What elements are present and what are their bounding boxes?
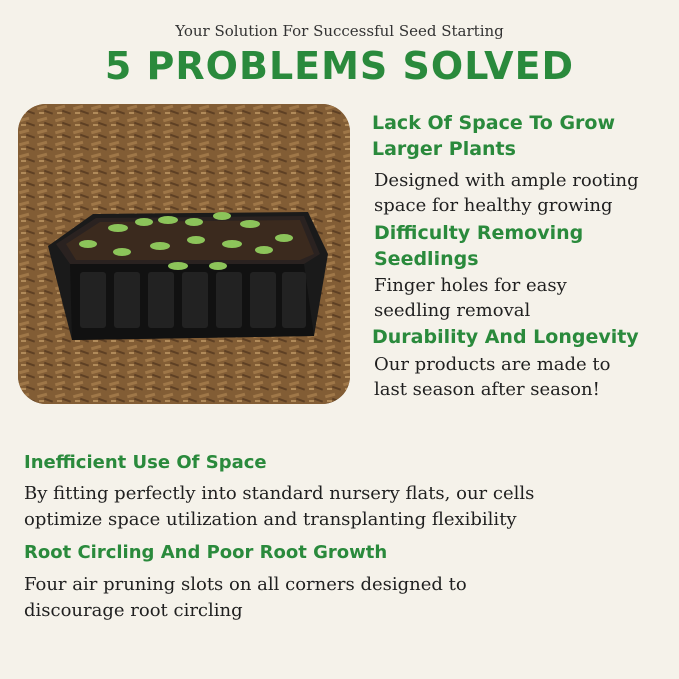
problem-4-text-line2: optimize space utilization and transplanting flexibility bbox=[24, 509, 517, 530]
problem-1-text-line2: space for healthy growing bbox=[374, 195, 613, 216]
problem-3-heading: Durability And Longevity bbox=[372, 326, 639, 348]
problem-2-heading-line2: Seedlings bbox=[374, 248, 479, 270]
problem-2-heading-line1: Difficulty Removing bbox=[374, 222, 584, 244]
seedling-tray-illustration bbox=[18, 104, 350, 404]
seedling-tray-photo bbox=[18, 104, 350, 404]
problem-5-text-line1: Four air pruning slots on all corners designed to bbox=[24, 574, 467, 595]
problem-5-heading: Root Circling And Poor Root Growth bbox=[24, 542, 388, 563]
problem-5-text-line2: discourage root circling bbox=[24, 600, 243, 621]
problem-3-text-line2: last season after season! bbox=[374, 379, 600, 400]
page-title: 5 PROBLEMS SOLVED bbox=[104, 44, 575, 88]
problem-4-text-line1: By fitting perfectly into standard nursery flats, our cells bbox=[24, 483, 535, 504]
problem-3-text-line1: Our products are made to bbox=[374, 354, 611, 375]
page-subtitle: Your Solution For Successful Seed Starting bbox=[175, 22, 504, 40]
problem-1-heading-line2: Larger Plants bbox=[372, 138, 516, 160]
problem-1-heading-line1: Lack Of Space To Grow bbox=[372, 112, 616, 134]
problem-2-text-line1: Finger holes for easy bbox=[374, 275, 567, 296]
problem-4-heading: Inefficient Use Of Space bbox=[24, 452, 267, 473]
problem-1-text-line1: Designed with ample rooting bbox=[374, 170, 639, 191]
problem-2-text-line2: seedling removal bbox=[374, 300, 531, 321]
